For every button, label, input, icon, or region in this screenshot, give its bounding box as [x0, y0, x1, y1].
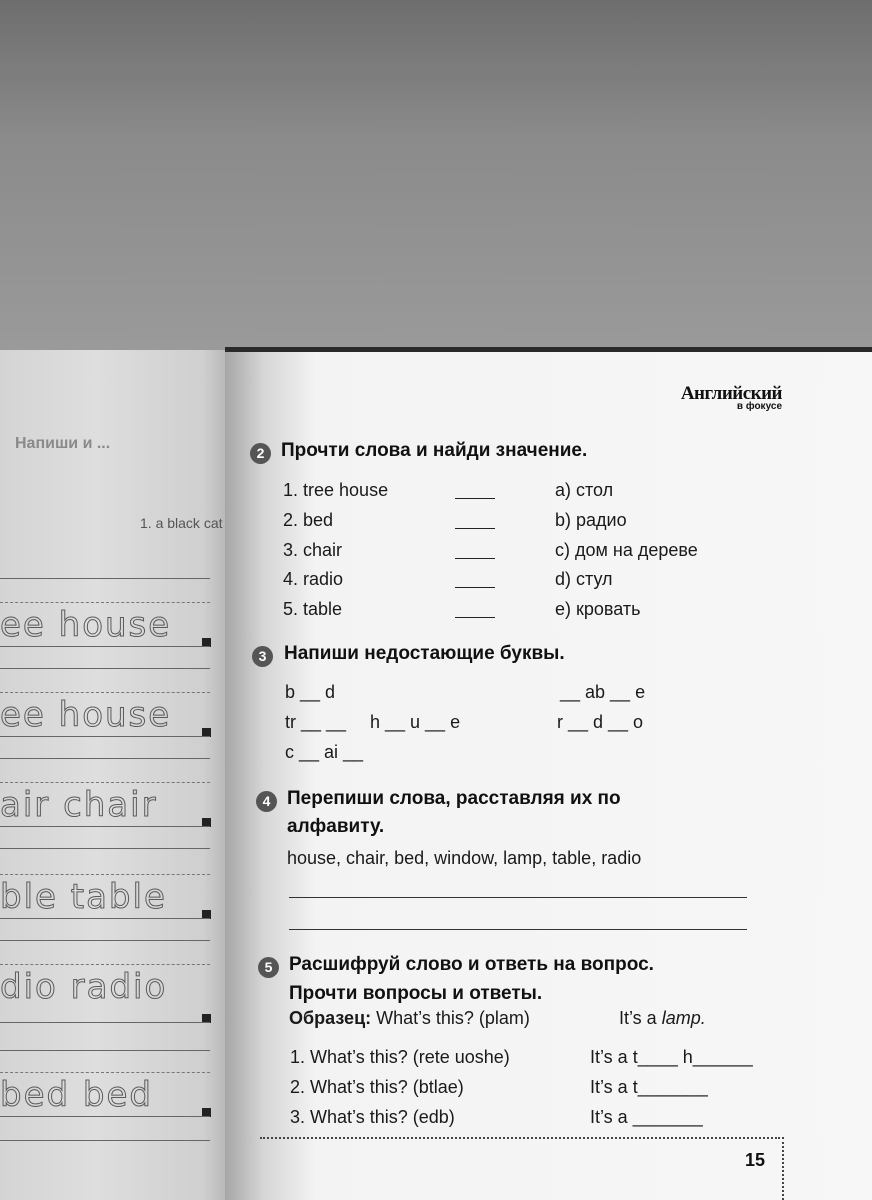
- writing-line[interactable]: [289, 929, 747, 930]
- question-item: 2. What’s this? (btlae): [290, 1077, 464, 1097]
- word-item: 1. tree house: [283, 480, 389, 500]
- ghost-line: [0, 1140, 210, 1141]
- right-page: [225, 350, 872, 1200]
- ghost-word: ee house: [0, 605, 172, 645]
- answer-item[interactable]: It’s a t____ h______: [590, 1047, 753, 1067]
- missing-letters-item[interactable]: __ ab __ e: [560, 682, 646, 702]
- ghost-line: [0, 668, 210, 669]
- example-answer-word: lamp.: [661, 1008, 706, 1028]
- question-item: 1. What’s this? (rete uoshe): [290, 1047, 510, 1067]
- missing-letters-item[interactable]: b __ d: [285, 682, 336, 702]
- page-edge: [225, 347, 872, 352]
- ghost-word: ble table: [0, 877, 167, 917]
- missing-letters-item[interactable]: h __ u __ e: [370, 712, 461, 732]
- answer-blank[interactable]: [455, 498, 495, 499]
- answer-blank[interactable]: [455, 617, 495, 618]
- example-question: What’s this? (plam): [376, 1008, 530, 1028]
- ghost-word: dio radio: [0, 967, 168, 1007]
- answer-blank[interactable]: [455, 528, 495, 529]
- word-item: 3. chair: [283, 540, 343, 560]
- left-page-heading: Напиши и ...: [15, 435, 111, 452]
- ghost-line: [0, 578, 210, 579]
- question-item: 3. What’s this? (edb): [290, 1107, 455, 1127]
- exercise5-title-cont: Прочти вопросы и ответы.: [289, 983, 543, 1004]
- word-list: house, chair, bed, window, lamp, table, radio: [287, 848, 642, 868]
- example-answer-prefix: It’s a: [619, 1008, 657, 1028]
- answer-blank[interactable]: [455, 587, 495, 588]
- missing-letters-item[interactable]: tr __ __: [285, 712, 347, 732]
- exercise5-title: Расшифруй слово и ответь на вопрос.: [289, 954, 654, 975]
- ghost-line: [0, 940, 210, 941]
- left-page: [0, 350, 240, 1200]
- ghost-line: [0, 1072, 210, 1073]
- exercise4-title: Перепиши слова, расставляя их по: [287, 788, 621, 809]
- example-answer: [619, 1008, 706, 1029]
- meaning-item: b) радио: [555, 510, 627, 530]
- exercise-number: 4: [256, 791, 277, 812]
- exercise4-title-cont: алфавиту.: [287, 816, 385, 837]
- ghost-line: [0, 826, 210, 827]
- ghost-line: [0, 874, 210, 875]
- page-number: 15: [745, 1150, 766, 1170]
- ghost-line: [0, 602, 210, 603]
- example-label: Образец:: [289, 1008, 372, 1028]
- exercise-number: 5: [258, 957, 279, 978]
- answer-item[interactable]: It’s a t_______: [590, 1077, 708, 1097]
- ghost-line: [0, 692, 210, 693]
- ghost-line: [0, 1022, 210, 1023]
- missing-letters-item[interactable]: c __ ai __: [285, 742, 364, 762]
- ghost-line: [0, 1116, 210, 1117]
- ghost-line: [0, 964, 210, 965]
- exercise2-title: Прочти слова и найди значение.: [281, 440, 588, 461]
- ghost-line: [0, 782, 210, 783]
- footer-dots: [782, 1137, 784, 1200]
- logo-sub: в фокусе: [736, 401, 782, 412]
- ghost-line: [0, 1050, 210, 1051]
- meaning-item: d) стул: [555, 569, 613, 589]
- publisher-logo: [677, 383, 782, 412]
- footer-rule: [260, 1137, 780, 1139]
- answer-blank[interactable]: [455, 558, 495, 559]
- word-item: 2. bed: [283, 510, 334, 530]
- writing-line[interactable]: [289, 897, 747, 898]
- ghost-line: [0, 758, 210, 759]
- ghost-word: bed bed: [0, 1075, 153, 1115]
- answer-item[interactable]: It’s a _______: [590, 1107, 703, 1127]
- word-item: 4. radio: [283, 569, 344, 589]
- ghost-word: ee house: [0, 695, 172, 735]
- left-page-sub: 1. a black cat: [140, 515, 223, 531]
- ghost-line: [0, 918, 210, 919]
- meaning-item: e) кровать: [555, 599, 641, 619]
- exercise-number: 2: [250, 443, 271, 464]
- meaning-item: c) дом на дереве: [555, 540, 698, 560]
- word-item: 5. table: [283, 599, 343, 619]
- meaning-item: a) стол: [555, 480, 614, 500]
- ghost-line: [0, 646, 210, 647]
- exercise3-title: Напиши недостающие буквы.: [284, 643, 565, 664]
- background-shadow: [0, 0, 872, 350]
- exercise-number: 3: [252, 646, 273, 667]
- ghost-word: air chair: [0, 785, 158, 825]
- ghost-line: [0, 736, 210, 737]
- example-row: [289, 1008, 530, 1029]
- ghost-line: [0, 848, 210, 849]
- missing-letters-item[interactable]: r __ d __ o: [557, 712, 644, 732]
- logo-main: Английский: [680, 383, 782, 404]
